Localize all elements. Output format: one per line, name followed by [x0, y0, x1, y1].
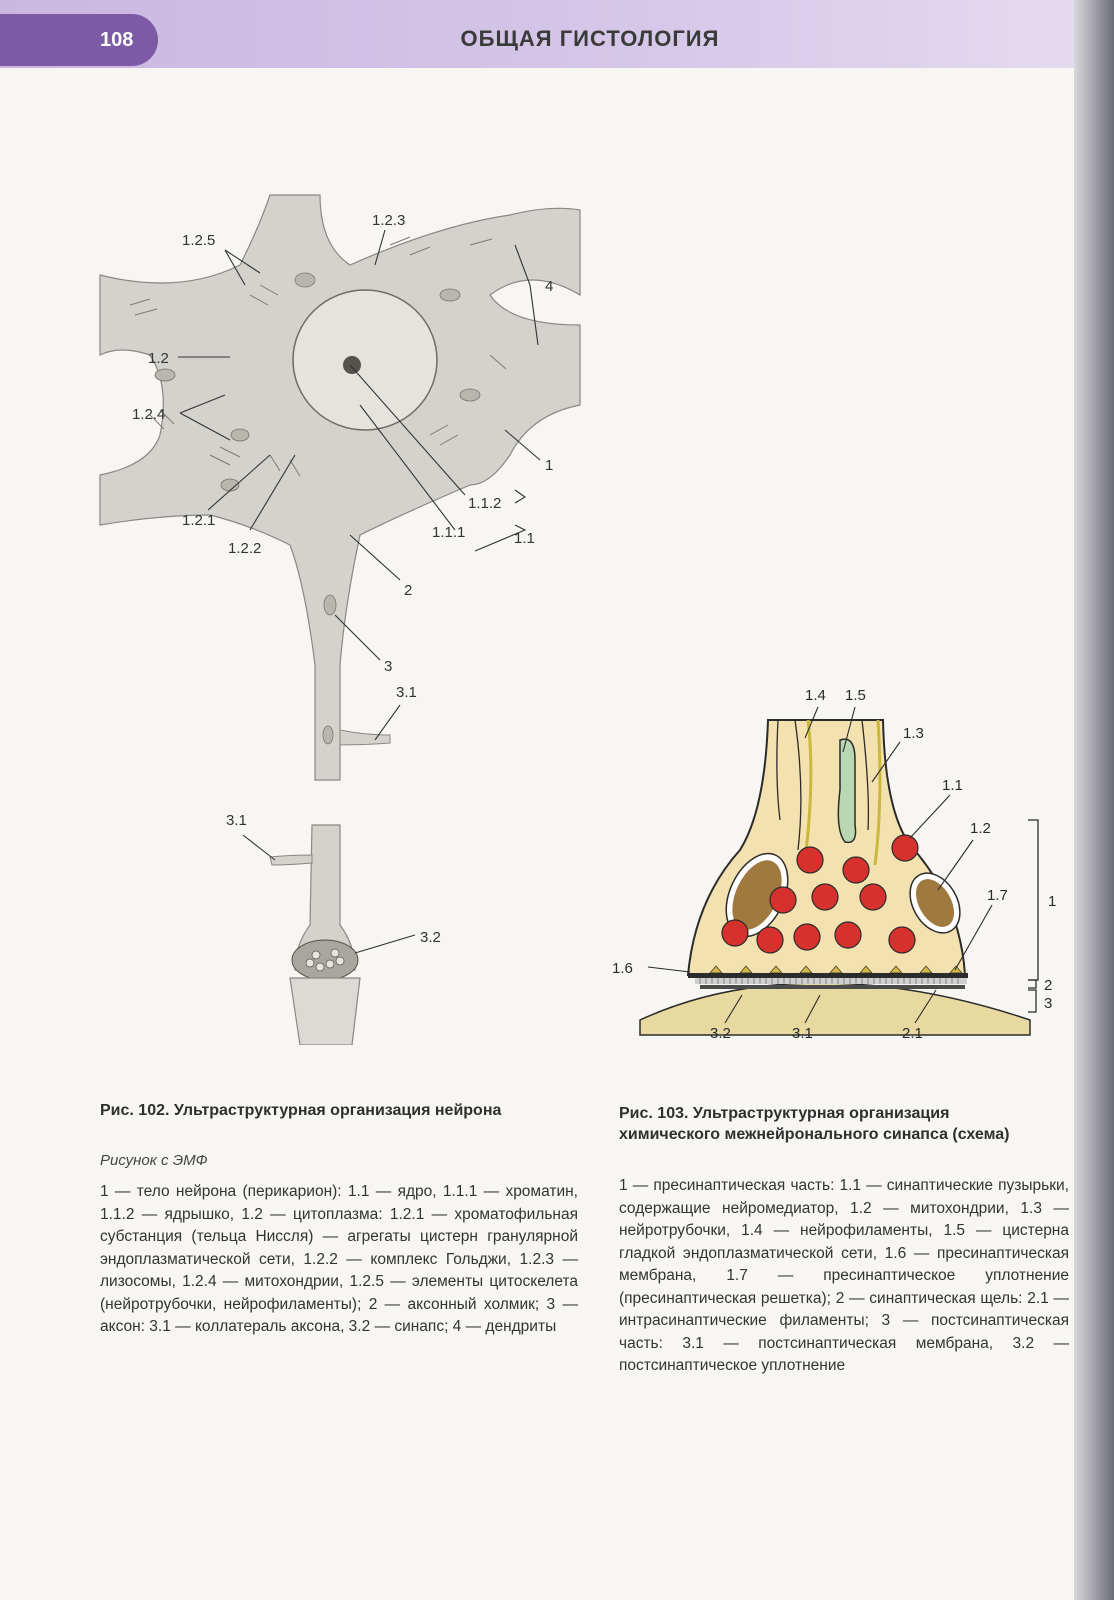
label-1-7: 1.7 — [987, 887, 1008, 904]
label-3-2: 3.2 — [420, 929, 441, 946]
label-3-2: 3.2 — [710, 1025, 731, 1042]
label-1: 1 — [545, 457, 554, 474]
label-3-1-bottom: 3.1 — [226, 812, 247, 829]
label-1-1-1: 1.1.1 — [432, 524, 466, 541]
figure-102-caption-body: 1 — тело нейрона (перикарион): 1.1 — ядро, 1.1.1 — хроматин, 1.1.2 — ядрышко, 1.2 — цитоплазма: 1.2.1 — хроматофильная субстанция (тельца Ниссля) — агрегаты цистерн гранулярной эндоплазматической сети, 1.2.2 — комплекс Гольджи, 1.2.3 — лизосомы, 1.2.4 — митохондрии, 1.2.5 — элементы цитоскелета (нейротрубочки, нейрофиламенты); 2 — аксонный холмик; 3 — аксон: 3.1 — коллатераль аксона, 3.2 — синапс; 4 — дендриты — [100, 1183, 578, 1335]
label-1-2-5: 1.2.5 — [182, 232, 216, 249]
label-3-1: 3.1 — [792, 1025, 813, 1042]
bracket-label-3: 3 — [1044, 995, 1053, 1012]
figure-102-neuron — [90, 185, 600, 1045]
figure-102-caption-subtitle: Рисунок с ЭМФ — [100, 1152, 208, 1169]
bracket-label-2: 2 — [1044, 977, 1053, 994]
bracket-label-1: 1 — [1048, 893, 1057, 910]
label-1-1-2: 1.1.2 — [468, 495, 502, 512]
label-1-2-3: 1.2.3 — [372, 212, 406, 229]
figure-102-caption-title: Рис. 102. Ультраструктурная организация нейрона — [100, 1102, 502, 1119]
label-1-2-4: 1.2.4 — [132, 406, 166, 423]
label-1-2-1: 1.2.1 — [182, 512, 216, 529]
axon-terminal — [270, 825, 360, 1045]
label-1-2-2: 1.2.2 — [228, 540, 262, 557]
section-title: ОБЩАЯ ГИСТОЛОГИЯ — [460, 26, 720, 51]
figure-103-caption-body: 1 — пресинаптическая часть: 1.1 — синаптические пузырьки, содержащие нейромедиатор, 1.2 — митохондрии, 1.3 — нейротрубочки, 1.4 — нейрофиламенты, 1.5 — цистерна гладкой эндоплазматической сети, 1.6 — пресинаптическая мембрана, 1.7 — пресинаптическое уплотнение (пресинаптическая решетка); 2 — синаптическая щель: 2.1 — интрасинаптические филаменты; 3 — постсинаптическая часть: 3.1 — постсинаптическая мембрана, 3.2 — постсинаптическое уплотнение — [619, 1177, 1069, 1374]
page-number: 108 — [0, 14, 158, 66]
label-1-5: 1.5 — [845, 690, 866, 704]
postsynaptic-part — [640, 983, 1030, 1035]
label-3: 3 — [384, 658, 393, 675]
label-1-3: 1.3 — [903, 725, 924, 742]
label-1-2: 1.2 — [148, 350, 169, 367]
label-1-1: 1.1 — [514, 530, 535, 547]
label-2: 2 — [404, 582, 413, 599]
label-1-6: 1.6 — [612, 960, 633, 977]
figure-103-synapse — [600, 690, 1070, 1070]
neuron-body — [100, 195, 580, 780]
label-1-1: 1.1 — [942, 777, 963, 794]
label-1-2: 1.2 — [970, 820, 991, 837]
label-4: 4 — [545, 278, 554, 295]
book-spine-shadow — [1074, 0, 1114, 1600]
er-cistern — [838, 739, 855, 842]
label-3-1-top: 3.1 — [396, 684, 417, 701]
label-1-4: 1.4 — [805, 690, 826, 704]
figure-103-caption-title: Рис. 103. Ультраструктурная организация химического межнейронального синапса (схема) — [619, 1105, 1010, 1143]
presynaptic-membrane — [688, 973, 968, 978]
label-2-1: 2.1 — [902, 1025, 923, 1042]
